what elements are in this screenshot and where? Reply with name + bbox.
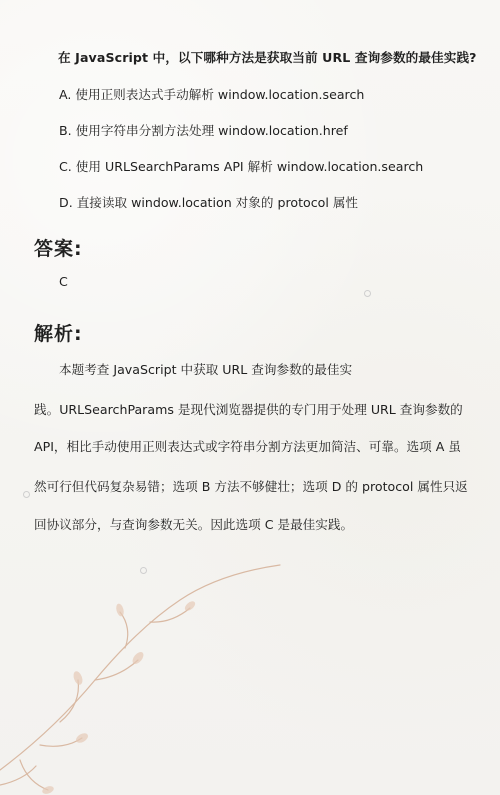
answer-value: C: [59, 274, 68, 289]
explanation-line-5: 回协议部分，与查询参数无关。因此选项 C 是最佳实践。: [34, 517, 354, 532]
explanation-line-2: 践。URLSearchParams 是现代浏览器提供的专门用于处理 URL 查询参数的: [34, 402, 463, 417]
answer-heading: 答案:: [34, 238, 83, 260]
paper-speck-dot: [23, 491, 30, 498]
option-b: B. 使用字符串分割方法处理 window.location.href: [59, 123, 348, 138]
paper-speck-dot: [364, 290, 371, 297]
option-a: A. 使用正则表达式手动解析 window.location.search: [59, 87, 365, 102]
question-text: 在 JavaScript 中，以下哪种方法是获取当前 URL 查询参数的最佳实践?: [58, 50, 477, 65]
explanation-heading: 解析:: [34, 323, 83, 345]
explanation-line-4: 然可行但代码复杂易错；选项 B 方法不够健壮；选项 D 的 protocol 属性只返: [34, 479, 468, 494]
option-d: D. 直接读取 window.location 对象的 protocol 属性: [59, 195, 359, 210]
explanation-line-1: 本题考查 JavaScript 中获取 URL 查询参数的最佳实: [59, 362, 353, 377]
decorative-branch-illustration: [0, 560, 290, 795]
explanation-line-3: API，相比手动使用正则表达式或字符串分割方法更加简洁、可靠。选项 A 虽: [34, 439, 461, 454]
option-c: C. 使用 URLSearchParams API 解析 window.location.search: [59, 159, 424, 174]
